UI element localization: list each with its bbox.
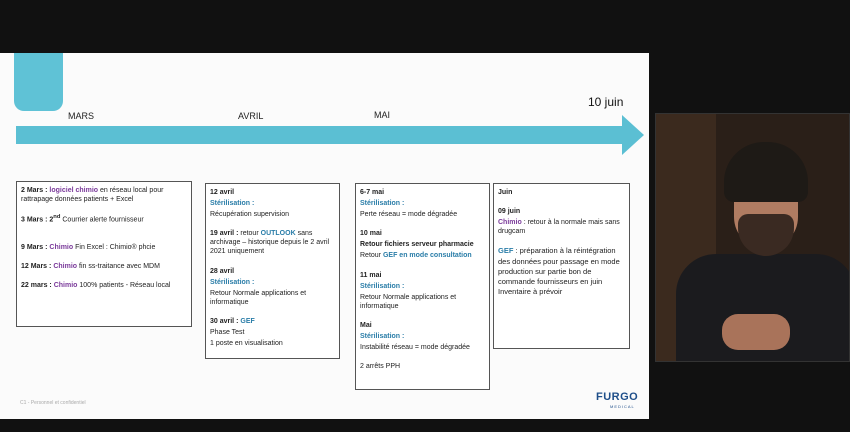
timeline-arrow-head — [622, 115, 644, 155]
event-text: Retour Normale applications et informatique — [360, 293, 457, 310]
date: Mai — [360, 321, 372, 329]
box-juin — [493, 183, 630, 349]
speaker-video — [655, 113, 850, 362]
confidential-footer: C1 - Personnel et confidentiel — [20, 400, 86, 406]
sterilisation-label: Stérilisation : — [210, 278, 255, 286]
timeline-arrow — [16, 126, 624, 144]
date: 19 avril : — [210, 230, 239, 238]
event-text: Phase Test — [210, 329, 245, 337]
outlook-label: OUTLOOK — [260, 230, 296, 238]
event-text: 100% patients - Réseau local — [79, 281, 171, 289]
chimio-label: Chimio — [498, 219, 522, 227]
chimio-label: Chimio — [49, 243, 74, 251]
speaker-hands — [722, 314, 790, 350]
event-text: Instabilité réseau = mode dégradée — [360, 344, 470, 352]
month-mars: MARS — [68, 111, 95, 121]
date: 09 juin — [498, 208, 521, 216]
sterilisation-label: Stérilisation : — [360, 282, 405, 290]
event-text: fin ss-traitance avec MDM — [79, 262, 160, 270]
chimio-label: logiciel chimio — [49, 187, 99, 194]
event-text: Fin Excel : Chimio® phcie — [75, 243, 156, 251]
sterilisation-label: Stérilisation : — [360, 333, 405, 341]
date: 22 mars : — [21, 281, 52, 289]
date: 2 Mars : — [21, 187, 48, 194]
date: 6-7 mai — [360, 189, 385, 196]
month-avril: AVRIL — [238, 111, 264, 121]
chimio-label: Chimio — [53, 262, 78, 270]
ordinal-suffix: nd — [53, 214, 61, 221]
event-text: : retour à la normale mais sans drugcam — [498, 219, 620, 236]
box-mai — [355, 183, 490, 390]
sterilisation-label: Stérilisation : — [360, 200, 405, 208]
chimio-label: Chimio — [53, 281, 78, 289]
event-text: sans archivage – historique depuis le 2 avril 2021 uniquement — [210, 230, 330, 256]
event-text: en réseau local pour rattrapage données patients + Excel — [21, 187, 164, 204]
speaker-beard — [738, 214, 794, 256]
event-text: Perte réseau = mode dégradée — [360, 211, 458, 219]
sterilisation-label: Stérilisation : — [210, 200, 255, 208]
furgo-logo-subtitle: MEDICAL — [610, 404, 635, 409]
month-heading: Juin — [498, 189, 513, 196]
event-text: retour — [240, 230, 259, 238]
gef-label: GEF — [240, 317, 255, 325]
date: 3 Mars : 2 — [21, 216, 54, 224]
box-mars — [16, 181, 192, 327]
event-text: : préparation à la réintégration des données pour passage en mode production sur partie bon de commande fournisseurs en juin Inventaire à prévoir — [498, 246, 620, 296]
gef-label: GEF en mode consultation — [382, 252, 472, 260]
date: 28 avril — [210, 267, 235, 275]
event-text: 2 arrêts PPH — [360, 363, 401, 371]
speaker-hair — [724, 142, 808, 202]
box-avril — [205, 183, 340, 359]
date: 9 Mars : — [21, 243, 48, 251]
event-text: Récupération supervision — [210, 211, 289, 219]
date: 12 Mars : — [21, 262, 52, 270]
date: 11 mai — [360, 271, 382, 279]
furgo-logo: FURGO — [596, 391, 639, 403]
date: 12 avril — [210, 189, 235, 196]
event-text: 1 poste en visualisation — [210, 340, 283, 348]
month-juin: 10 juin — [588, 95, 624, 109]
date: 10 mai — [360, 230, 382, 238]
event-text: Courrier alerte fournisseur — [60, 216, 144, 224]
date: 30 avril : — [210, 317, 239, 325]
event-text: Retour — [360, 252, 382, 260]
slide-corner-tab — [14, 53, 63, 111]
presentation-slide — [0, 53, 649, 419]
event-text: Retour Normale applications et informatique — [210, 289, 307, 306]
event-text: Retour fichiers serveur pharmacie — [360, 241, 474, 249]
gef-label: GEF — [498, 246, 514, 256]
month-mai: MAI — [374, 110, 391, 120]
